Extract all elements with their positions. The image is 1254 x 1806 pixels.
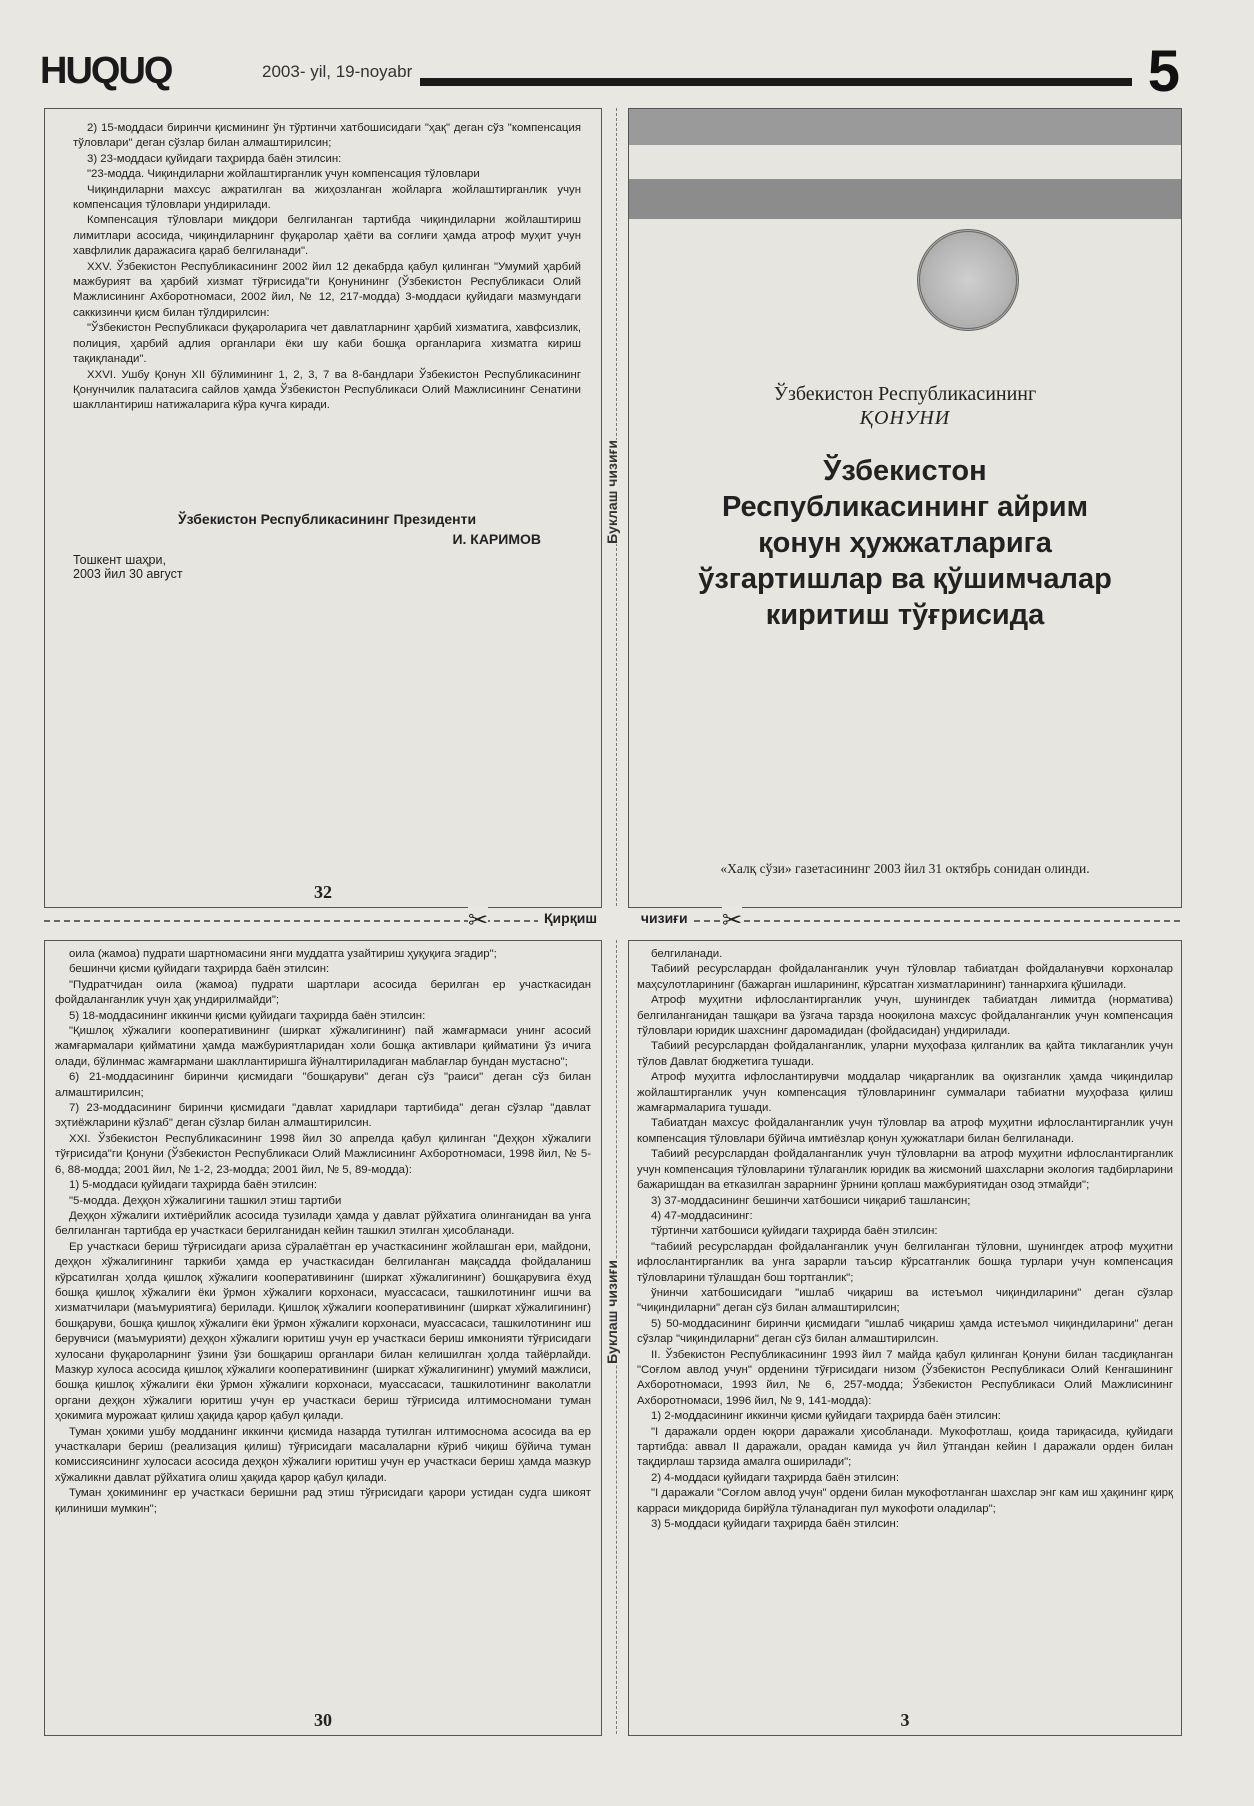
- paragraph: "I даражали орден юқори даражали ҳисобланади. Мукофотлаш, қоида тариқасида, қуйидаги тартибда: аввал II даражали, орадан камида уч йил ўтгандан кейин I даражали орден билан тақдирлаш тарзида амалга оширилади";: [637, 1425, 1173, 1469]
- signing-place: Тошкент шаҳри,: [73, 553, 166, 567]
- paragraph: XXVI. Ушбу Қонун XII бўлимининг 1, 2, 3, 7 ва 8-бандлари Ўзбекистон Республикасининг Қонунчилик палатасига сайлов ҳамда Ўзбекистон Республикаси Олий Мажлисининг Сенатини шакллантириш натижаларига кўра кучга киради.: [73, 368, 581, 412]
- signature-title: Ўзбекистон Республикасининг Президенти: [177, 511, 477, 527]
- paragraph: Табиий ресурслардан фойдаланганлик учун тўловларни ва атроф муҳитни ифлослантирганлик учун компенсация тўловларини тўлаганлик юридик ва жисмоний шахсларни экология тадбирларини бажаришдан ва етказилган зарарнинг ўрнини қоплаш мажбуриятидан озод этмайди";: [637, 1148, 1173, 1192]
- page-footer-number: 3: [900, 1710, 910, 1730]
- paragraph: "Қишлоқ хўжалиги кооперативининг (ширкат хўжалигининг) пай жамғармаси унинг асосий жамғармалари қийматини ҳамда мажбуриятларидан холи бошқа активлари қийматини ўз ичига олади, бўлинмас жамғармани шакллантиришга йўналтириладиган маблағлар бундан мустасно";: [55, 1025, 591, 1068]
- state-emblem: [917, 229, 1019, 331]
- paragraph: 1) 2-моддасининг иккинчи қисми қуйидаги таҳрирда баён этилсин:: [651, 1410, 1001, 1423]
- paragraph: Компенсация тўловлари миқдори белгиланган тартибда чиқиндиларни жойлаштириш лимитлари асосида, чиқиндиларнинг фуқаролар ҳаёти ва соғлиғи ҳамда атроф муҳит учун хавфлилик даражасига қараб белгиланади".: [73, 214, 581, 258]
- fold-label-top: Буклаш чизиғи: [604, 440, 620, 544]
- signature-name: И. КАРИМОВ: [452, 531, 541, 547]
- fold-label-bottom: Буклаш чизиғи: [604, 1260, 620, 1364]
- paragraph: "23-модда. Чиқиндиларни жойлаштирганлик учун компенсация тўловлари: [87, 168, 480, 181]
- paragraph: Атроф муҳитга ифлослантирувчи моддалар чиқарганлик ва оқизганлик ҳамда чиқиндилар жойлаштирганлик учун компенсация тўловларининг суммалари табиатни муҳофаза қилиш жамғармаларига тушади.: [637, 1071, 1173, 1115]
- paragraph: 7) 23-моддасининг биринчи қисмидаги "давлат харидлари тартибида" деган сўзлар "давлат эҳтиёжларини кўзлаб" деган сўзлар билан алмаштирилсин.: [55, 1102, 591, 1130]
- signature-block: [73, 511, 581, 581]
- top-left-text: [73, 121, 581, 414]
- page-footer-number: 32: [314, 882, 332, 902]
- paragraph: 5) 18-моддасининг иккинчи қисми қуйидаги таҳрирда баён этилсин:: [69, 1009, 426, 1022]
- paragraph: 2) 15-моддаси биринчи қисмининг ўн тўртинчи хатбошисидаги "ҳақ" деган сўз "компенсация тўловлари" деган сўзлар билан алмаштирилсин;: [73, 122, 581, 150]
- law-kind: ҚОНУНИ: [859, 407, 951, 429]
- cover-top-bar: [629, 109, 1181, 145]
- paragraph: 6) 21-моддасининг биринчи қисмидаги "бошқаруви" деган сўз "раиси" деган сўз билан алмаштирилсин;: [55, 1071, 591, 1099]
- top-left-panel: [44, 108, 602, 908]
- paragraph: 3) 5-моддаси қуйидаги таҳрирда баён этилсин:: [651, 1518, 899, 1531]
- top-right-panel: [628, 108, 1182, 908]
- paragraph: белгиланади.: [651, 948, 723, 960]
- paragraph: 3) 23-моддаси қуйидаги таҳрирда баён этилсин:: [87, 152, 342, 165]
- newspaper-logo: HUQUQ: [40, 50, 172, 92]
- bottom-right-text: [637, 947, 1173, 1532]
- bottom-right-panel: [628, 940, 1182, 1736]
- paragraph: 1) 5-моддаси қуйидаги таҳрирда баён этилсин:: [69, 1179, 317, 1192]
- paragraph: 5) 50-моддасининг биринчи қисмидаги "ишлаб чиқариш ҳамда истеъмол чиқиндиларини" деган сўзлар "чиқиндиларни" деган сўз билан алмаштирилсин.: [637, 1317, 1173, 1346]
- bottom-left-text: [55, 947, 591, 1517]
- paragraph: 2) 4-моддаси қуйидаги таҳрирда баён этилсин:: [651, 1471, 899, 1484]
- paragraph: Табиатдан махсус фойдаланганлик учун тўловлар ва атроф муҳитни ифлослантирганлик учун компенсация тўловлари бўйича имтиёзлар қонун ҳужжатлари билан белгиланади.: [637, 1117, 1173, 1145]
- paragraph: Табиий ресурслардан фойдаланганлик, уларни муҳофаза қилганлик ва қайта тиклаганлик учун тўлов Давлат бюджетига тушади.: [637, 1040, 1173, 1068]
- page-number: 5: [1147, 39, 1180, 104]
- paragraph: тўртинчи хатбошиси қуйидаги таҳрирда баён этилсин:: [651, 1225, 938, 1238]
- scissors-icon: ✂: [722, 907, 743, 934]
- paragraph: Туман ҳокими ушбу модданинг иккинчи қисмида назарда тутилган илтимоснома асосида ва ер участкалари бериш (реализация қилиш) тўғрисидаги масалаларни кўриб чиқиш бўйича туман комиссиясининг хулосаси асосида деҳқон хўжалиги юритиш учун ер участкаси бериш ҳамда мазкур хўжаликни давлат рўйхатига олиш ҳақида қарор қабул қилади.: [55, 1425, 591, 1484]
- paragraph: Деҳқон хўжалиги ихтиёрийлик асосида тузилади ҳамда у давлат рўйхатига олинганидан ва унга белгиланган тартибда ер участкаси берилганидан кейин ташкил этилган ҳисобланади.: [55, 1209, 591, 1238]
- scissors-icon: ✂: [468, 907, 489, 934]
- paragraph: 3) 37-моддасининг бешинчи хатбошиси чиқариб ташлансин;: [651, 1194, 971, 1207]
- paragraph: Ер участкаси бериш тўғрисидаги ариза сўралаётган ер участкасининг жойлашган ери, майдони, деҳқон хўжалигининг таркиби ҳамда ер участкасидан белгиланган мақсадда фойдаланиш кўрсатилган ҳолда қишлоқ хўжалиги кооперативининг (ширкат хўжалигининг) бошқарувига ёхуд бошқа қишлоқ хўжалиги ёки ўрмон хўжалиги корхонаси, муассасаси, ташкилотининг ишчи ва хизматчилари (маъмуриятига) берилади. Қишлоқ хўжалиги кооперативининг (ширкат хўжалигининг) бошқаруви, бошқа қишлоқ хўжалиги ёки ўрмон хўжалиги корхонаси, муассасаси, ташкилотининг иш берувчиси (маъмурияти) деҳқон хўжалиги юритиш учун ер участкаси бериш имконияти тўғрисидаги хулосани фуқароларнинг ўзини ўзи бошқариш органлари билан келишилган ҳолда тайёрлайди. Мазкур хулоса асосида қишлоқ хўжалиги кооперативининг (ширкат хўжалигининг) умумий мажлиси, бошқа қишлоқ хўжалиги ёки ўрмон хўжалиги корхонаси, муассасаси, ташкилотининг ваколатли органи деҳқон хўжалиги юритиш учун ер участкаси бериш тўғрисида илтимосномани туман ҳокимига мурожаат қилиш ҳақида қарор қабул қилади.: [55, 1240, 591, 1423]
- paragraph: Чиқиндиларни махсус ажратилган ва жиҳозланган жойларга жойлаштирганлик учун компенсация тўловлари ундирилади.: [73, 183, 581, 212]
- law-subtitle: Ўзбекистон Республикасининг: [773, 383, 1037, 405]
- paragraph: ўнинчи хатбошисидаги "ишлаб чиқариш ва истеъмол чиқиндиларини" деган сўзлар "чиқиндиларни" деган сўз билан алмаштирилсин;: [637, 1286, 1173, 1315]
- source-note: «Халқ сўзи» газетасининг 2003 йил 31 октябрь сонидан олинди.: [720, 861, 1090, 876]
- law-title: Ўзбекистон Республикасининг айрим қонун ҳужжатларига ўзгартишлар ва қўшимчалар киритиш тўғрисида: [698, 455, 1112, 631]
- paragraph: "5-модда. Деҳқон хўжалигини ташкил этиш тартиби: [69, 1194, 342, 1207]
- paragraph: оила (жамоа) пудрати шартномасини янги муддатга узайтириш ҳуқуқига эгадир";: [69, 948, 497, 960]
- paragraph: "Пудратчидан оила (жамоа) пудрати шартлари асосида берилган ер участкасидан фойдаланганлик учун ҳақ ундирилмайди";: [55, 978, 591, 1007]
- paragraph: 4) 47-моддасининг:: [651, 1209, 753, 1222]
- cut-label: Қирқиш чизиғи: [538, 910, 694, 926]
- cover-band: [629, 179, 1181, 219]
- paragraph: Туман ҳокимининг ер участкаси беришни рад этиш тўғрисидаги қарори устидан судга шикоят қилиниши мумкин";: [55, 1487, 591, 1515]
- masthead: [40, 39, 1180, 104]
- paragraph: "табиий ресурслардан фойдаланганлик учун белгиланган тўловни, шунингдек атроф муҳитни ифлослантирганлик ва унга зарарли таъсир кўрсатганлик бошқа турлари учун компенсация тўловларини тўлашдан бош тортганлик";: [637, 1240, 1173, 1284]
- paragraph: "I даражали "Соғлом авлод учун" ордени билан мукофотланган шахслар энг кам иш ҳақининг қирқ карраси миқдорида бирйўла тўланадиган пул мукофоти оладилар";: [637, 1487, 1173, 1515]
- paragraph: Табиий ресурслардан фойдаланганлик учун тўловлар табиатдан фойдаланувчи корхоналар маҳсулотларининг (бажарган ишларининг, кўрсатган хизматларининг) таннархига қўшилади.: [637, 963, 1173, 991]
- bottom-left-panel: [44, 940, 602, 1736]
- paragraph: II. Ўзбекистон Республикасининг 1993 йил 7 майда қабул қилинган Қонуни билан тасдиқланган "Соғлом авлод учун" орденини тўғрисидаги низом (Ўзбекистон Республикаси Олий Кенгашининг Ахборотномаси, 1993 йил, № 6, 257-модда; Ўзбекистон Республикаси Олий Мажлисининг Ахборотномаси, 1996 йил, № 9, 141-модда):: [637, 1348, 1173, 1407]
- masthead-rule: [420, 78, 1132, 86]
- paragraph: бешинчи қисми қуйидаги таҳрирда баён этилсин:: [69, 963, 330, 976]
- page-footer-number: 30: [314, 1710, 332, 1730]
- paragraph: XXI. Ўзбекистон Республикасининг 1998 йил 30 апрелда қабул қилинган "Деҳқон хўжалиги тўғрисида"ги Қонуни (Ўзбекистон Республикаси Олий Мажлисининг Ахборотномаси, 1998 йил, № 5-6, 88-модда; 2001 йил, № 1-2, 23-модда; 2001 йил, № 5, 89-модда):: [55, 1132, 591, 1176]
- issue-date: 2003- yil, 19-noyabr: [262, 62, 413, 81]
- paragraph: "Ўзбекистон Республикаси фуқароларига чет давлатларнинг ҳарбий хизматига, хавфсизлик, полиция, ҳарбий адлия органлари ёки шу каби бошқа органларига хизматга кириш тақиқланади".: [73, 322, 581, 366]
- paragraph: XXV. Ўзбекистон Республикасининг 2002 йил 12 декабрда қабул қилинган "Умумий ҳарбий мажбурият ва ҳарбий хизмат тўғрисида"ги Қонунининг (Ўзбекистон Республикаси Олий Мажлисининг Ахборотномаси, 2002 йил, № 12, 217-модда) 3-моддаси қуйидаги мазмундаги саккизинчи қисм билан тўлдирилсин:: [73, 260, 581, 319]
- paragraph: Атроф муҳитни ифлослантирганлик учун, шунингдек табиатдан лимитда (норматива) белгиланганидан ташқари ва ўзгача тарзда нооқилона махсус фойдаланганлик учун компенсация тўловлари юридик шахснинг даромадидан (фойдасидан) ундирилади.: [637, 994, 1173, 1038]
- signing-date: 2003 йил 30 август: [73, 567, 183, 581]
